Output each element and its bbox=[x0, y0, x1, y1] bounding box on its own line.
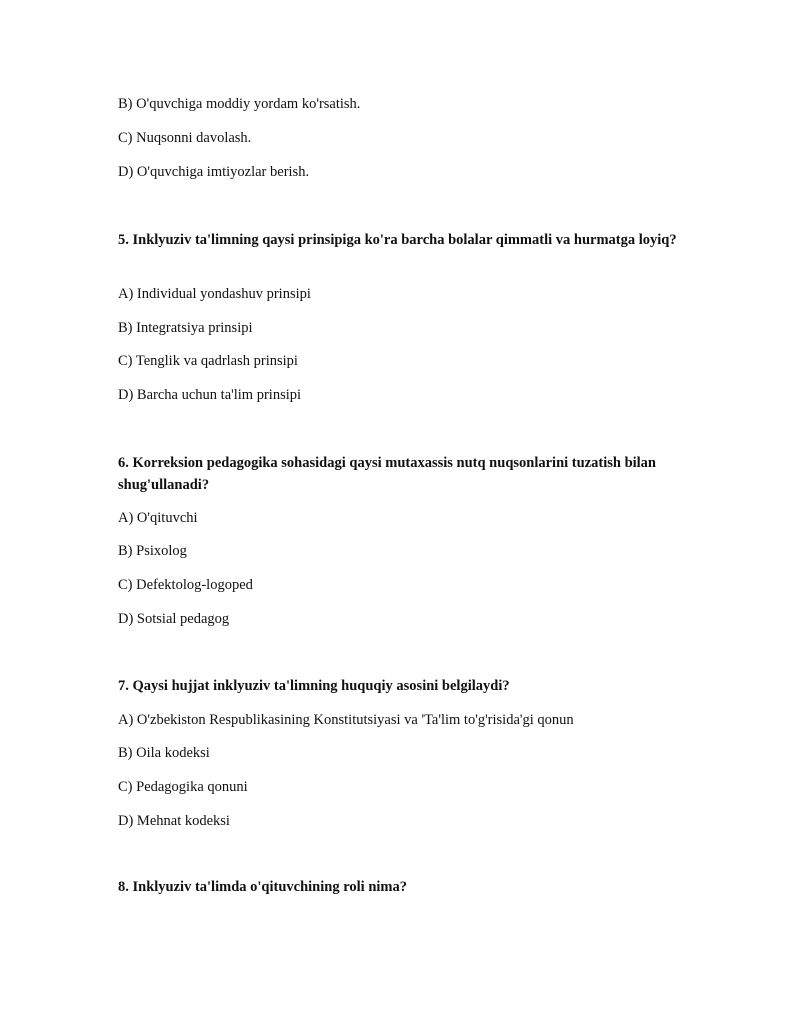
question-6-option-d: D) Sotsial pedagog bbox=[118, 611, 230, 627]
question-7-option-d: D) Mehnat kodeksi bbox=[118, 813, 230, 829]
question-5-option-b: B) Integratsiya prinsipi bbox=[118, 320, 253, 336]
question-6-option-c: C) Defektolog-logoped bbox=[118, 577, 253, 593]
question-6-text: 6. Korreksion pedagogika sohasidagi qaysi mutaxassis nutq nuqsonlarini tuzatish bilan shug'ullanadi? bbox=[118, 455, 657, 493]
question-7-option-a: A) O'zbekiston Respublikasining Konstitutsiyasi va 'Ta'lim to'g'risida'gi qonun bbox=[118, 712, 574, 728]
question-7-text: 7. Qaysi hujjat inklyuziv ta'limning huquqiy asosini belgilaydi? bbox=[118, 678, 510, 694]
question-7-option-b: B) Oila kodeksi bbox=[118, 745, 210, 761]
option-c: C) Nuqsonni davolash. bbox=[118, 130, 252, 146]
question-6-option-a: A) O'qituvchi bbox=[118, 510, 198, 526]
option-b: B) O'quvchiga moddiy yordam ko'rsatish. bbox=[118, 96, 361, 112]
question-6-option-b: B) Psixolog bbox=[118, 543, 187, 559]
question-5-option-d: D) Barcha uchun ta'lim prinsipi bbox=[118, 387, 302, 403]
question-5-option-a: A) Individual yondashuv prinsipi bbox=[118, 286, 311, 302]
question-8-text: 8. Inklyuziv ta'limda o'qituvchining roli nima? bbox=[118, 879, 407, 895]
question-5-option-c: C) Tenglik va qadrlash prinsipi bbox=[118, 353, 298, 369]
question-7-option-c: C) Pedagogika qonuni bbox=[118, 779, 248, 795]
option-d: D) O'quvchiga imtiyozlar berish. bbox=[118, 164, 310, 180]
question-5-text: 5. Inklyuziv ta'limning qaysi prinsipiga ko'ra barcha bolalar qimmatli va hurmatga loyiq? bbox=[118, 232, 677, 248]
